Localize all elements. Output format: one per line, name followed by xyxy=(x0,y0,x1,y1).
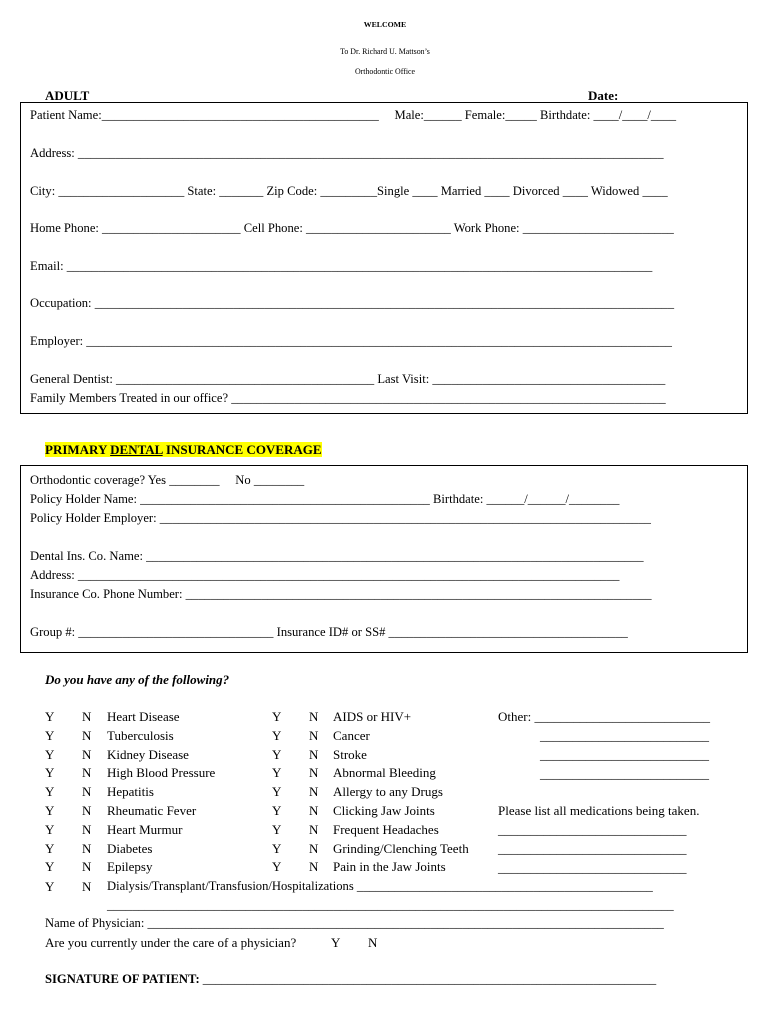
signature-label: SIGNATURE OF PATIENT: xyxy=(45,972,200,986)
page-title: WELCOME xyxy=(363,20,407,29)
condition-no[interactable]: N xyxy=(309,821,319,837)
condition-label: Epilepsy xyxy=(107,859,153,875)
condition-yes[interactable]: Y xyxy=(272,746,282,762)
condition-no[interactable]: N xyxy=(309,803,319,818)
physician-care-no[interactable]: N xyxy=(368,935,378,950)
condition-label: Heart Disease xyxy=(107,709,180,724)
adult-label: ADULT xyxy=(45,88,90,103)
condition-no[interactable]: N xyxy=(82,709,92,724)
condition-yes[interactable]: Y xyxy=(272,803,282,818)
condition-label: Clicking Jaw Joints xyxy=(333,803,435,818)
condition-label: Stroke xyxy=(333,746,367,762)
medication-blank-2[interactable]: _____________________________ xyxy=(498,841,687,856)
other-blank-3[interactable]: __________________________ xyxy=(540,766,709,781)
group-number-field[interactable]: Group #: _______________________________ Insurance ID# or SS# ______________________________________ xyxy=(30,625,628,639)
condition-no[interactable]: N xyxy=(309,784,319,800)
condition-yes[interactable]: Y xyxy=(272,765,282,781)
medical-question: Do you have any of the following? xyxy=(45,672,230,687)
insurance-heading: PRIMARY DENTAL INSURANCE COVERAGE xyxy=(45,442,322,457)
office-line-1: To Dr. Richard U. Mattson’s xyxy=(340,47,430,56)
condition-yes[interactable]: Y xyxy=(45,746,55,762)
employer-field[interactable]: Employer: _____________________________________________________________________________________________ xyxy=(30,334,672,348)
condition-yes[interactable]: Y xyxy=(45,840,55,856)
condition-yes[interactable]: Y xyxy=(45,821,55,837)
condition-label: Abnormal Bleeding xyxy=(333,765,436,781)
condition-no[interactable]: N xyxy=(309,859,319,875)
condition-no[interactable]: N xyxy=(309,727,319,743)
condition-yes[interactable]: Y xyxy=(45,765,55,781)
condition-no[interactable]: N xyxy=(82,746,92,762)
condition-label: Cancer xyxy=(333,727,370,743)
policy-holder-name-field[interactable]: Policy Holder Name: ______________________________________________ Birthdate: ______/______/________ xyxy=(30,492,620,506)
condition-yes[interactable]: Y xyxy=(272,709,282,724)
date-label: Date: xyxy=(588,88,619,103)
condition-label: Grinding/Clenching Teeth xyxy=(333,840,469,856)
condition-label: Kidney Disease xyxy=(107,746,189,762)
dialysis-no[interactable]: N xyxy=(82,879,92,894)
condition-no[interactable]: N xyxy=(82,821,92,837)
condition-no[interactable]: N xyxy=(82,784,92,800)
condition-no[interactable]: N xyxy=(82,765,92,781)
physician-care-yes[interactable]: Y xyxy=(331,935,341,950)
other-field[interactable]: Other: ___________________________ xyxy=(498,709,710,724)
insurance-phone-field[interactable]: Insurance Co. Phone Number: __________________________________________________________________________ xyxy=(30,587,652,601)
condition-yes[interactable]: Y xyxy=(272,727,282,743)
dialysis-yes[interactable]: Y xyxy=(45,879,55,894)
dialysis-field[interactable]: Dialysis/Transplant/Transfusion/Hospitalizations _______________________________________________ xyxy=(107,879,653,893)
condition-no[interactable]: N xyxy=(309,840,319,856)
condition-yes[interactable]: Y xyxy=(272,859,282,875)
signature-field[interactable] xyxy=(45,972,656,987)
orthodontic-coverage-field[interactable]: Orthodontic coverage? Yes ________ No ________ xyxy=(30,473,305,487)
medication-blank-3[interactable]: _____________________________ xyxy=(498,860,687,875)
condition-yes[interactable]: Y xyxy=(45,859,55,875)
condition-no[interactable]: N xyxy=(82,803,92,818)
condition-no[interactable]: N xyxy=(309,746,319,762)
office-line-2: Orthodontic Office xyxy=(354,67,416,76)
patient-name-field[interactable]: Patient Name:____________________________________________ Male:______ Female:_____ Birthdate: ____/____/____ xyxy=(30,108,677,122)
condition-yes[interactable]: Y xyxy=(272,840,282,856)
condition-yes[interactable]: Y xyxy=(272,784,282,800)
medication-blank-1[interactable]: _____________________________ xyxy=(498,822,687,837)
address-field[interactable]: Address: _____________________________________________________________________________________________ xyxy=(30,146,664,160)
policy-holder-employer-field[interactable]: Policy Holder Employer: ______________________________________________________________________________ xyxy=(30,511,651,525)
physician-name-field[interactable]: Name of Physician: __________________________________________________________________________________ xyxy=(45,916,664,930)
condition-label: Pain in the Jaw Joints xyxy=(333,859,446,875)
condition-label: Allergy to any Drugs xyxy=(333,784,443,800)
condition-label: Heart Murmur xyxy=(107,821,183,837)
physician-care-question: Are you currently under the care of a physician? xyxy=(45,935,297,950)
condition-label: Diabetes xyxy=(107,840,153,856)
family-members-field[interactable]: Family Members Treated in our office? _____________________________________________________________________ xyxy=(30,391,666,405)
condition-yes[interactable]: Y xyxy=(272,821,282,837)
medications-label: Please list all medications being taken. xyxy=(498,803,700,818)
insurance-address-field[interactable]: Address: ______________________________________________________________________________________ xyxy=(30,568,620,582)
condition-label: Hepatitis xyxy=(107,784,154,800)
condition-no[interactable]: N xyxy=(82,840,92,856)
condition-no[interactable]: N xyxy=(309,709,319,724)
condition-label: High Blood Pressure xyxy=(107,765,216,781)
city-state-zip-field[interactable]: City: ____________________ State: _______ Zip Code: _________Single ____ Married ____ Divorced ____ Widowed ____ xyxy=(30,184,668,198)
condition-yes[interactable]: Y xyxy=(45,803,55,818)
condition-yes[interactable]: Y xyxy=(45,784,55,800)
email-field[interactable]: Email: _____________________________________________________________________________________________ xyxy=(30,259,653,273)
condition-label: Rheumatic Fever xyxy=(107,803,197,818)
condition-no[interactable]: N xyxy=(82,727,92,743)
other-blank-1[interactable]: __________________________ xyxy=(540,728,709,743)
condition-label: Frequent Headaches xyxy=(333,821,439,837)
insurance-company-field[interactable]: Dental Ins. Co. Name: _______________________________________________________________________________ xyxy=(30,549,644,563)
condition-yes[interactable]: Y xyxy=(45,709,55,724)
condition-label: Tuberculosis xyxy=(107,727,174,743)
general-dentist-field[interactable]: General Dentist: _________________________________________ Last Visit: _____________________________________ xyxy=(30,372,666,386)
condition-label: AIDS or HIV+ xyxy=(333,709,412,724)
condition-yes[interactable]: Y xyxy=(45,727,55,743)
condition-no[interactable]: N xyxy=(82,859,92,875)
phone-fields[interactable]: Home Phone: ______________________ Cell Phone: _______________________ Work Phone: ________________________ xyxy=(30,221,674,235)
signature-blank[interactable]: ________________________________________________________________________ xyxy=(199,972,657,986)
dialysis-blank[interactable]: __________________________________________________________________________________________ xyxy=(107,898,674,912)
condition-no[interactable]: N xyxy=(309,765,319,781)
other-blank-2[interactable]: __________________________ xyxy=(540,747,709,762)
occupation-field[interactable]: Occupation: ____________________________________________________________________________________________ xyxy=(30,296,675,310)
